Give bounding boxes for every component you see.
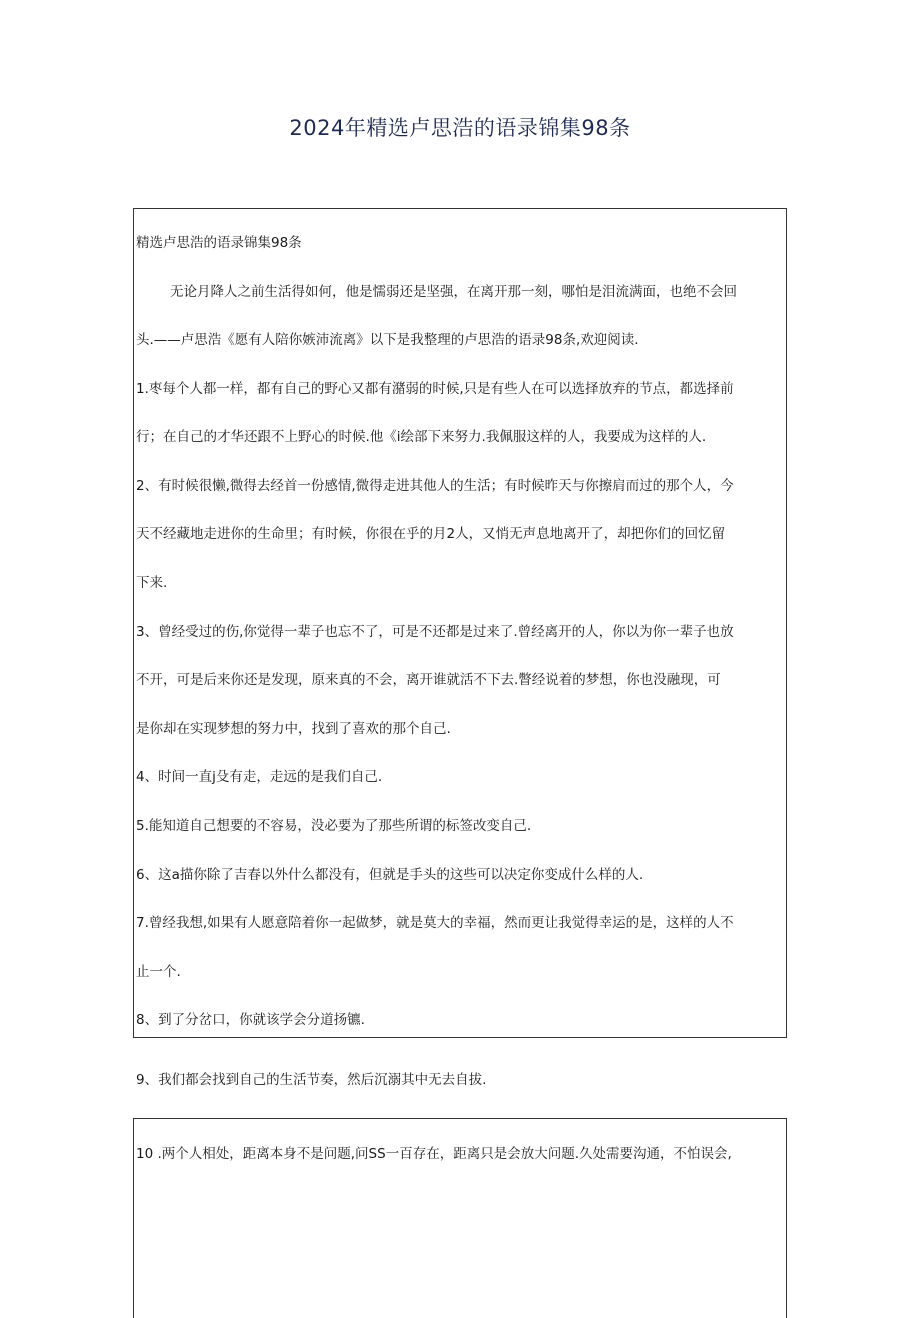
intro-line: 头.——卢思浩《愿有人陪你嫉沛流离》以下是我整理的卢思浩的语录98条,欢迎阅读. [136,332,639,348]
quote-line: 4、时间一直j殳有走，走远的是我们自己. [136,769,383,785]
quote-line: 止一个. [136,964,181,980]
quote-line: 行；在自己的才华还跟不上野心的时候.他《i绘部下来努力.我佩服这样的人，我要成为这样的人. [136,429,707,445]
quote-line: 5.能知道自己想要的不容易，没必要为了那些所谓的标签改变自己. [136,818,532,834]
quote-line: 2、有时候很懒,微得去经首一份感情,微得走进其他人的生活；有时候昨天与你擦肩而过的那个人，今 [136,478,734,494]
quote-line: 10 .两个人相处，距离本身不是问题,问SS一百存在，距离只是会放大问题.久处需要沟通，不怕误会, [136,1146,732,1162]
quote-line: 9、我们都会找到自己的生活节奏，然后沉溺其中无去自拔. [136,1072,487,1088]
subtitle: 精选卢思浩的语录锦集98条 [136,235,302,251]
quote-line: 8、到了分岔口，你就该学会分道扬镳. [136,1012,365,1028]
quote-line: 是你却在实现梦想的努力中，找到了喜欢的那个自己. [136,721,451,737]
quote-line: 3、曾经受过的伤,你觉得一辈子也忘不了，可是不还都是过来了.曾经离开的人，你以为你一辈子也放 [136,624,734,640]
quote-line: 天不经藏地走进你的生命里；有时候，你很在乎的月2人，又悄无声息地离开了，却把你们的回忆留 [136,526,726,542]
quote-line: 下来. [136,575,168,591]
quote-line: 7.曾经我想,如果有人愿意陪着你一起做梦，就是莫大的幸福，然而更让我觉得幸运的是，这样的人不 [136,915,734,931]
quote-line: 1.枣每个人都一样，都有自己的野心又都有潴弱的时候,只是有些人在可以选择放弃的节点，都选择前 [136,381,734,397]
quote-line: 6、这a描你除了吉春以外什么都没有，但就是手头的这些可以决定你变成什么样的人. [136,867,644,883]
quote-line: 不开，可是后来你还是发现，原来真的不会，离开谁就活不下去.瞥经说着的梦想，你也没融现，可 [136,672,721,688]
page-title: 2024年精选卢思浩的语录锦集98条 [289,116,631,140]
intro-line: 无论月降人之前生活得如何，他是懦弱还是坚强，在离开那一刻，哪怕是泪流满面，也绝不会回 [170,284,737,300]
